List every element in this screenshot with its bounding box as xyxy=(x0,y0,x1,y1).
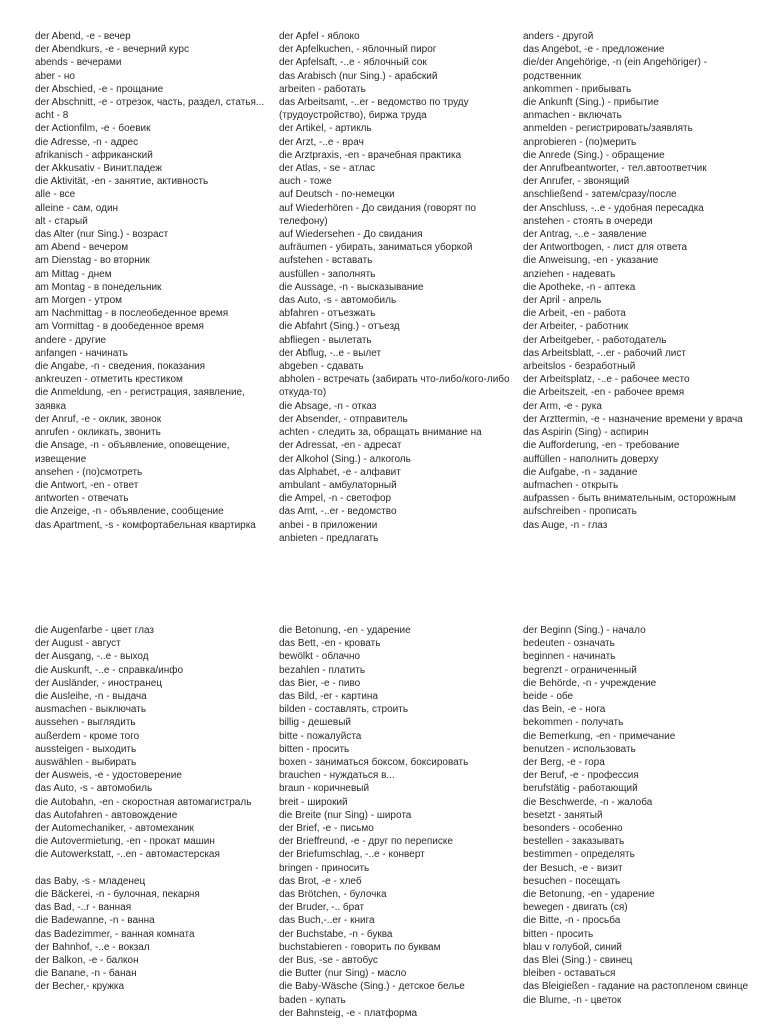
vocab-entry: benutzen - использовать xyxy=(523,743,636,755)
vocab-entry: ambulant - амбулаторный xyxy=(279,479,397,491)
vocab-entry: bitte - пожалуйста xyxy=(279,730,362,742)
entry-spacer xyxy=(35,862,271,875)
vocab-entry: bezahlen - платить xyxy=(279,664,366,676)
vocab-entry: der Adressat, -en - адресат xyxy=(279,440,402,452)
vocab-entry: das Angebot, -e - предложение xyxy=(523,44,665,56)
vocab-entry: die Antwort, -en - ответ xyxy=(35,479,139,491)
vocab-entry: die Ampel, -n - светофор xyxy=(279,493,392,505)
vocab-entry: der Atlas, - se - атлас xyxy=(279,163,376,175)
vocab-entry: die Banane, -n - банан xyxy=(35,968,137,980)
vocab-entry: die Ankunft (Sing.) - прибытие xyxy=(523,97,659,109)
vocab-entry: alle - все xyxy=(35,189,76,201)
vocab-entry: der Automechaniker, - автомеханик xyxy=(35,823,194,835)
vocab-entry: arbeitslos - безработный xyxy=(523,361,636,373)
vocab-entry: die Autovermietung, -en - прокат машин xyxy=(35,836,215,848)
vocab-entry: der Actionfilm, -e - боевик xyxy=(35,123,151,135)
vocab-entry: der Akkusativ - Винит.падеж xyxy=(35,163,162,175)
vocab-entry: der Berg, -e - гора xyxy=(523,757,605,769)
vocab-entry: die Augenfarbe - цвет глаз xyxy=(35,625,154,636)
vocab-entry: die Beschwerde, -n - жалоба xyxy=(523,796,653,808)
vocab-entry: anfangen - начинать xyxy=(35,347,128,359)
vocab-entry: die Abfahrt (Sing.) - отъезд xyxy=(279,321,400,333)
vocab-entry: am Vormittag - в дообеденное время xyxy=(35,321,204,333)
vocab-entry: die Aktivität, -en - занятие, активность xyxy=(35,176,209,188)
vocab-entry: das Aspirin (Sing) - аспирин xyxy=(523,427,649,439)
vocab-entry: außerdem - кроме того xyxy=(35,730,140,742)
vocab-entry: die Aufgabe, -n - задание xyxy=(523,466,638,478)
vocab-entry: der Arbeitgeber, - работодатель xyxy=(523,334,667,346)
vocab-entry: der Ausgang, -..e - выход xyxy=(35,651,149,663)
vocab-entry: das Brot, -e - хлеб xyxy=(279,875,362,887)
vocab-entry: boxen - заниматься боксом, боксировать xyxy=(279,757,469,769)
vocab-entry: der Besuch, -e - визит xyxy=(523,862,623,874)
vocab-entry: die Apotheke, -n - аптека xyxy=(523,281,636,293)
vocab-entry: der Balkon, -e - балкон xyxy=(35,955,139,967)
vocab-entry: die Angabe, -n - сведения, показания xyxy=(35,361,206,373)
vocab-entry: das Badezimmer, - ванная комната xyxy=(35,928,195,940)
vocab-entry: der Bahnhof, -..e - вокзал xyxy=(35,941,150,953)
vocab-entry: am Mittag - днем xyxy=(35,268,112,280)
vocab-entry: alt - старый xyxy=(35,215,88,227)
vocab-entry: billig - дешевый xyxy=(279,717,351,729)
vocab-entry: die Aufforderung, -en - требование xyxy=(523,440,680,452)
vocab-entry: der Abend, -e - вечер xyxy=(35,31,131,42)
vocab-entry: auf Wiedersehen - До свидания xyxy=(279,229,423,241)
vocab-entry: das Apartment, -s - комфортабельная квартирка xyxy=(35,519,256,531)
vocab-entry: das Auto, -s - автомобиль xyxy=(279,295,397,307)
vocab-entry: bewölkt - облачно xyxy=(279,651,361,663)
vocab-entry: anprobieren - (по)мерить xyxy=(523,136,637,148)
vocab-entry: der Anrufer, - звонящий xyxy=(523,176,630,188)
vocab-entry: bringen - приносить xyxy=(279,862,370,874)
vocab-entry: anbieten - предлагать xyxy=(279,532,379,544)
vocab-entry: die Anzeige, -n - объявление, сообщение xyxy=(35,506,224,518)
vocab-entry: ankommen - прибывать xyxy=(523,83,632,95)
vocab-entry: der Briefumschlag, -..e - конверт xyxy=(279,849,425,861)
vocab-entry: berufstätig - работающий xyxy=(523,783,638,795)
vocab-entry: der Arbeitsplatz, -..e - рабочее место xyxy=(523,374,690,386)
vocab-entry: der Anruf, -e - оклик, звонок xyxy=(35,413,162,425)
vocab-entry: afrikanisch - африканский xyxy=(35,149,153,161)
vocab-entry: arbeiten - работать xyxy=(279,83,366,95)
vocab-entry: bewegen - двигать (ся) xyxy=(523,902,628,914)
vocab-entry: der Abschied, -e - прощание xyxy=(35,83,164,95)
vocab-entry: aussehen - выглядить xyxy=(35,717,136,729)
vocab-entry: das Buch,-..er - книга xyxy=(279,915,375,927)
vocab-entry: der Ausländer, - иностранец xyxy=(35,677,163,689)
vocab-entry: der Abflug, -..e - вылет xyxy=(279,347,382,359)
vocab-entry: der Antwortbogen, - лист для ответа xyxy=(523,242,688,254)
vocab-entry: andere - другие xyxy=(35,334,107,346)
vocab-entry: bedeuten - означать xyxy=(523,638,615,650)
vocab-entry: die Arztpraxis, -en - врачебная практика xyxy=(279,149,462,161)
vocab-entry: die Anrede (Sing.) - обращение xyxy=(523,149,665,161)
vocab-entry: die Betonung, -en - ударение xyxy=(523,889,655,901)
vocab-entry: auswählen - выбирать xyxy=(35,757,137,769)
vocab-entry: die Bäckerei, -n - булочная, пекарня xyxy=(35,889,200,901)
vocab-entry: das Auto, -s - автомобиль xyxy=(35,783,153,795)
vocab-entry: bilden - составлять, строить xyxy=(279,704,409,716)
vocab-entry: besetzt - занятый xyxy=(523,809,603,821)
vocab-entry: der Artikel, - артикль xyxy=(279,123,372,135)
vocab-entry: der Ausweis, -e - удостоверение xyxy=(35,770,182,782)
vocab-entry: der Abschnitt, -e - отрезок, часть, раздел, статья... xyxy=(35,97,265,109)
vocab-entry: aufstehen - вставать xyxy=(279,255,373,267)
vocab-entry: der Arzttermin, -e - назначение времени у врача xyxy=(523,413,743,425)
vocab-entry: begrenzt - ограниченный xyxy=(523,664,637,676)
vocab-entry: der Beginn (Sing.) - начало xyxy=(523,625,646,636)
vocab-entry: der Apfel - яблоко xyxy=(279,31,360,42)
vocab-entry: bestellen - заказывать xyxy=(523,836,625,848)
vocab-entry: der August - август xyxy=(35,638,121,650)
vocab-entry: aussteigen - выходить xyxy=(35,743,137,755)
vocab-entry: beide - обе xyxy=(523,691,574,703)
vocab-entry: baden - купать xyxy=(279,994,346,1006)
vocab-entry: anrufen - окликать, звонить xyxy=(35,427,161,439)
vocab-entry: die Autobahn, -en - скоростная автомагистраль xyxy=(35,796,252,808)
vocab-entry: anmelden - регистрировать/заявлять xyxy=(523,123,693,135)
vocab-entry: der Anrufbeantworter, - тел.автоответчик xyxy=(523,163,707,175)
vocab-entry: beginnen - начинать xyxy=(523,651,616,663)
vocab-entry: die Arbeit, -en - работа xyxy=(523,308,626,320)
vocab-entry: die Adresse, -n - адрес xyxy=(35,136,139,148)
vocab-entry: der April - апрель xyxy=(523,295,602,307)
vocab-entry: der Antrag, -..e - заявление xyxy=(523,229,647,241)
vocab-entry: die Breite (nur Sing) - широта xyxy=(279,809,412,821)
column-bottom-2 xyxy=(279,624,515,1020)
vocab-entry: bitten - просить xyxy=(279,743,350,755)
vocab-entry: das Arbeitsamt, -..er - ведомство по труду (трудоустройство), биржа труда xyxy=(279,97,469,122)
vocab-entry: der Becher,- кружка xyxy=(35,981,125,993)
vocab-entry: der Apfelsaft, -..e - яблочный сок xyxy=(279,57,427,69)
vocab-entry: abfahren - отъезжать xyxy=(279,308,376,320)
vocab-entry: das Alphabet, -e - алфавит xyxy=(279,466,401,478)
vocab-entry: die Behörde, -n - учреждение xyxy=(523,677,657,689)
vocab-entry: ankreuzen - отметить крестиком xyxy=(35,374,183,386)
vocab-entry: das Bett, -en - кровать xyxy=(279,638,381,650)
vocab-entry: die Anweisung, -en - указание xyxy=(523,255,659,267)
vocab-entry: anstehen - стоять в очереди xyxy=(523,215,653,227)
column-top-1 xyxy=(35,30,271,532)
column-top-2 xyxy=(279,30,515,545)
vocab-entry: auf Wiederhören - До свидания (говорят по телефону) xyxy=(279,202,476,227)
vocab-entry: der Anschluss, -..e - удобная пересадка xyxy=(523,202,704,214)
vocab-entry: braun - коричневый xyxy=(279,783,370,795)
vocab-entry: am Morgen - утром xyxy=(35,295,123,307)
vocab-entry: das Brötchen, - булочка xyxy=(279,889,387,901)
vocab-entry: bitten - просить xyxy=(523,928,594,940)
vocab-entry: am Montag - в понедельник xyxy=(35,281,162,293)
vocab-entry: anbei - в приложении xyxy=(279,519,378,531)
vocab-entry: anschließend - затем/сразу/после xyxy=(523,189,677,201)
vocab-entry: die Butter (nur Sing) - масло xyxy=(279,968,407,980)
vocab-entry: der Arbeiter, - работник xyxy=(523,321,629,333)
vocab-entry: abholen - встречать (забирать что-либо/кого-либо откуда-то) xyxy=(279,374,510,399)
vocab-entry: bekommen - получать xyxy=(523,717,624,729)
vocab-entry: die Aussage, -n - высказывание xyxy=(279,281,424,293)
vocab-entry: das Bad, -..r - ванная xyxy=(35,902,132,914)
column-bottom-1 xyxy=(35,624,271,994)
vocab-entry: der Buchstabe, -n - буква xyxy=(279,928,393,940)
vocab-entry: der Arzt, -..e - врач xyxy=(279,136,364,148)
vocab-entry: am Abend - вечером xyxy=(35,242,129,254)
vocab-entry: der Beruf, -e - профессия xyxy=(523,770,639,782)
vocab-entry: buchstabieren - говорить по буквам xyxy=(279,941,441,953)
vocab-entry: antworten - отвечать xyxy=(35,493,129,505)
vocab-entry: die Auskunft, -..e - справка/инфо xyxy=(35,664,184,676)
vocab-entry: der Bus, -se - автобус xyxy=(279,955,378,967)
vocab-entry: das Blei (Sing.) - свинец xyxy=(523,955,633,967)
vocab-entry: das Autofahren - автовождение xyxy=(35,809,178,821)
vocab-entry: der Absender, - отправитель xyxy=(279,413,408,425)
vocab-entry: anziehen - надевать xyxy=(523,268,616,280)
vocab-entry: der Bahnsteig, -e - платформа xyxy=(279,1007,418,1019)
vocab-entry: abgeben - сдавать xyxy=(279,361,364,373)
vocab-entry: abfliegen - вылетать xyxy=(279,334,372,346)
vocab-entry: aufschreiben - прописать xyxy=(523,506,637,518)
vocab-entry: der Brieffreund, -e - друг по переписке xyxy=(279,836,453,848)
vocab-entry: aufräumen - убирать, заниматься уборкой xyxy=(279,242,473,254)
vocab-entry: die Badewanne, -n - ванна xyxy=(35,915,155,927)
vocab-entry: anders - другой xyxy=(523,31,594,42)
vocab-entry: das Auge, -n - глаз xyxy=(523,519,608,531)
vocab-entry: die Bemerkung, -en - примечание xyxy=(523,730,676,742)
vocab-entry: die/der Angehörige, -n (ein Angehöriger) - родственник xyxy=(523,57,708,82)
vocab-entry: die Bitte, -n - просьба xyxy=(523,915,621,927)
vocab-entry: der Apfelkuchen, - яблочный пирог xyxy=(279,44,437,56)
vocab-entry: das Baby, -s - младенец xyxy=(35,875,146,887)
vocab-entry: brauchen - нуждаться в... xyxy=(279,770,395,782)
vocab-entry: bleiben - оставаться xyxy=(523,968,616,980)
vocab-entry: anmachen - включать xyxy=(523,110,622,122)
vocab-entry: acht - 8 xyxy=(35,110,69,122)
vocab-entry: abends - вечерами xyxy=(35,57,122,69)
vocab-entry: die Betonung, -en - ударение xyxy=(279,625,411,636)
vocab-entry: die Autowerkstatt, -..en - автомастерская xyxy=(35,849,220,861)
vocab-entry: der Bruder, -.. брат xyxy=(279,902,365,914)
vocab-entry: besuchen - посещать xyxy=(523,875,621,887)
vocab-entry: breit - широкий xyxy=(279,796,348,808)
vocab-entry: die Absage, -n - отказ xyxy=(279,400,377,412)
vocab-entry: achten - следить за, обращать внимание на xyxy=(279,427,482,439)
vocab-entry: das Bild, -er - картина xyxy=(279,691,378,703)
vocab-entry: am Dienstag - во вторник xyxy=(35,255,150,267)
vocab-entry: blau v голубой, синий xyxy=(523,941,622,953)
vocab-entry: aber - но xyxy=(35,70,75,82)
vocab-entry: die Anmeldung, -en - регистрация, заявление, заявка xyxy=(35,387,245,412)
vocab-entry: das Alter (nur Sing.) - возраст xyxy=(35,229,169,241)
vocab-entry: die Arbeitszeit, -en - рабочее время xyxy=(523,387,685,399)
column-top-3 xyxy=(523,30,759,532)
vocab-entry: das Bleigießen - гадание на растопленом свинце xyxy=(523,981,749,993)
vocab-entry: das Bein, -e - нога xyxy=(523,704,606,716)
vocab-entry: der Abendkurs, -e - вечерний курс xyxy=(35,44,189,56)
column-bottom-3 xyxy=(523,624,759,1007)
vocab-entry: ansehen - (по)смотреть xyxy=(35,466,143,478)
vocab-entry: das Amt, -..er - ведомство xyxy=(279,506,397,518)
vocab-entry: die Baby-Wäsche (Sing.) - детское белье xyxy=(279,981,465,993)
vocab-entry: ausfüllen - заполнять xyxy=(279,268,376,280)
vocab-entry: auch - тоже xyxy=(279,176,332,188)
vocab-entry: der Arm, -e - рука xyxy=(523,400,602,412)
vocab-entry: die Ausleihe, -n - выдача xyxy=(35,691,147,703)
vocab-entry: das Arabisch (nur Sing.) - арабский xyxy=(279,70,438,82)
vocab-entry: auf Deutsch - по-немецки xyxy=(279,189,395,201)
vocab-entry: am Nachmittag - в послеобеденное время xyxy=(35,308,229,320)
vocab-entry: der Brief, -e - письмо xyxy=(279,823,374,835)
vocab-entry: die Blume, -n - цветок xyxy=(523,994,622,1006)
vocab-entry: aufmachen - открыть xyxy=(523,479,619,491)
vocab-entry: der Alkohol (Sing.) - алкоголь xyxy=(279,453,411,465)
vocab-entry: aufpassen - быть внимательным, осторожным xyxy=(523,493,736,505)
vocab-entry: das Bier, -e - пиво xyxy=(279,677,361,689)
vocab-entry: auffüllen - наполнить доверху xyxy=(523,453,659,465)
vocab-entry: das Arbeitsblatt, -..er - рабочий лист xyxy=(523,347,686,359)
vocab-entry: besonders - особенно xyxy=(523,823,623,835)
vocab-entry: bestimmen - определять xyxy=(523,849,635,861)
vocab-entry: alleine - сам, один xyxy=(35,202,119,214)
vocab-entry: die Ansage, -n - объявление, оповещение, извещение xyxy=(35,440,230,465)
vocab-entry: ausmachen - выключать xyxy=(35,704,147,716)
